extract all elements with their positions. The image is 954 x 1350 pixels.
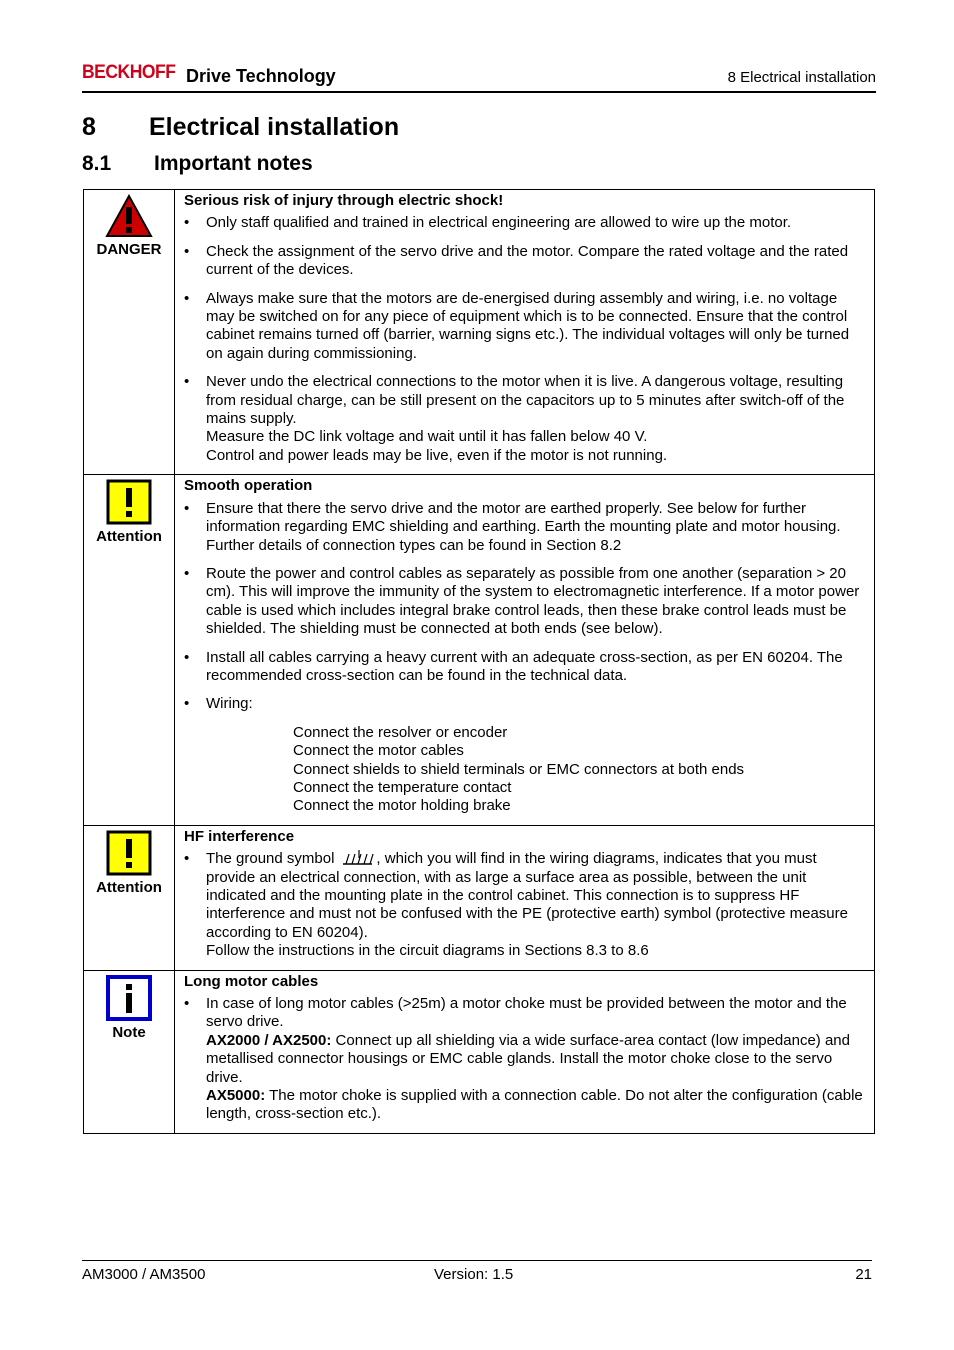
wiring-step: Connect the resolver or encoder xyxy=(293,723,508,741)
list-item xyxy=(184,695,864,713)
chapter-heading xyxy=(82,113,399,142)
list-item xyxy=(184,214,864,232)
bullet-list xyxy=(184,995,864,1124)
note-label: Note xyxy=(112,1023,146,1041)
wiring-step: Connect the temperature contact xyxy=(293,778,512,796)
bullet-list xyxy=(184,500,864,714)
note-icon-cell xyxy=(84,825,175,970)
list-item xyxy=(184,290,864,364)
bullet-list xyxy=(184,214,864,465)
note-title: Long motor cables xyxy=(184,972,319,990)
wiring-steps xyxy=(184,724,864,816)
chapter-title: Electrical installation xyxy=(149,113,400,141)
ax2000-label: AX2000 / AX2500: xyxy=(206,1031,332,1049)
bullet-text: Check the assignment of the servo drive and the motor. Compare the rated voltage and the rated current of the devices. xyxy=(206,242,849,279)
list-item xyxy=(184,500,864,555)
attention-exclamation-icon xyxy=(106,479,152,525)
note-title: Serious risk of injury through electric shock! xyxy=(184,192,504,209)
note-body xyxy=(175,825,875,970)
note-title: HF interference xyxy=(184,827,295,845)
note-body xyxy=(175,190,875,475)
list-item xyxy=(184,850,864,960)
chapter-number: 8 xyxy=(82,113,96,141)
bullet-text: Follow the instructions in the circuit diagrams in Sections 8.3 to 8.6 xyxy=(206,942,649,960)
bullet-text: Ensure that there the servo drive and the motor are earthed properly. See below for further information regarding EMC shielding and earthing. Earth the mounting plate and motor housing. Further details of connection types can be found in Section 8.2 xyxy=(206,499,841,554)
footer-page-number: 21 xyxy=(855,1266,872,1283)
ax5000-label: AX5000: xyxy=(206,1087,266,1105)
list-item xyxy=(184,243,864,280)
list-item xyxy=(184,565,864,639)
bullet-text: • Never undo the electrical connections to the motor when it is live. A dangerous voltage, resulting from residual charge, can be still present on the capacitors up to 5 minutes after switch-off of the mains supply. xyxy=(206,373,845,428)
footer-product: AM3000 / AM3500 xyxy=(82,1266,206,1283)
wiring-step: Connect the motor holding brake xyxy=(293,797,511,815)
note-icon-cell xyxy=(84,970,175,1133)
section-heading xyxy=(82,152,313,176)
note-body xyxy=(175,475,875,826)
ax5000-paragraph xyxy=(206,1087,864,1124)
ground-symbol-icon xyxy=(340,850,374,866)
note-title: Smooth operation xyxy=(184,477,313,495)
bullet-text: Control and power leads may be live, even if the motor is not running. xyxy=(206,446,668,464)
wiring-step: Connect shields to shield terminals or EMC connectors at both ends xyxy=(293,760,745,778)
section-number: 8.1 xyxy=(82,152,112,175)
note-row-smooth-operation xyxy=(84,475,875,826)
notes-table xyxy=(83,189,875,1134)
note-label: DANGER xyxy=(96,241,162,258)
note-row-danger xyxy=(84,190,875,475)
beckhoff-logo: BECKHOFF xyxy=(82,62,176,83)
page-header xyxy=(82,62,876,93)
note-label: Attention xyxy=(96,878,162,896)
list-item xyxy=(184,373,864,465)
bullet-text: Connect up all shielding via a wide surface-area contact (low impedance) and metallised connector housings or EMC cable glands. Install the motor choke close to the servo drive. xyxy=(206,1031,850,1086)
bullet-text: Only staff qualified and trained in electrical engineering are allowed to wire up the motor. xyxy=(206,214,792,232)
note-row-hf-interference xyxy=(84,825,875,970)
bullet-text: The motor choke is supplied with a connection cable. Do not alter the configuration (cable length, cross-section etc.). xyxy=(206,1087,863,1123)
footer-version: Version: 1.5 xyxy=(434,1266,514,1283)
brand-subtitle: Drive Technology xyxy=(186,66,336,86)
note-label: Attention xyxy=(96,528,162,546)
note-body xyxy=(175,970,875,1133)
attention-exclamation-icon xyxy=(106,830,152,876)
note-icon-cell xyxy=(84,190,175,475)
wiring-step: Connect the motor cables xyxy=(293,742,464,760)
header-section-ref: 8 Electrical installation xyxy=(727,69,876,86)
section-title: Important notes xyxy=(154,152,313,175)
bullet-list xyxy=(184,850,864,960)
bullet-text: The ground symbol xyxy=(206,850,335,868)
bullet-text: , which you will find in the wiring diagrams, indicates that you must provide an electrical connection, with as large a surface area as possible, between the unit indicated and the mounting plate in the control cabinet. This connection is to suppress HF interference and must not be confused with the PE (protective earth) symbol (protective measure according to EN 60204). xyxy=(206,850,848,941)
bullet-text: • In case of long motor cables (>25m) a motor choke must be provided between the motor and the servo drive. xyxy=(206,995,847,1031)
danger-triangle-icon xyxy=(105,194,153,238)
note-row-long-motor-cables xyxy=(84,970,875,1133)
bullet-text: Route the power and control cables as separately as possible from one another (separation > 20 cm). This will improve the immunity of the system to electromagnetic interference. If a motor power cable is used which includes integral brake control leads, then these brake control leads must be shielded. The shielding must be connected at both ends (see below). xyxy=(206,564,860,638)
list-item xyxy=(184,995,864,1124)
ax2000-paragraph xyxy=(206,1032,864,1087)
page-footer xyxy=(82,1260,872,1283)
bullet-text: Always make sure that the motors are de-energised during assembly and wiring, i.e. no voltage may be switched on for any piece of equipment which is to be connected. Ensure that the control cabinet remains turned off (barrier, warning signs etc.). The individual voltages will only be turned on again during commissioning. xyxy=(206,289,850,362)
list-item xyxy=(184,649,864,686)
bullet-text: Install all cables carrying a heavy current with an adequate cross-section, as per EN 60204. The recommended cross-section can be found in the technical data. xyxy=(206,648,843,684)
note-icon-cell xyxy=(84,475,175,826)
bullet-text: Measure the DC link voltage and wait until it has fallen below 40 V. xyxy=(206,428,648,446)
wiring-label: Wiring: xyxy=(206,695,253,713)
info-i-icon xyxy=(106,975,152,1021)
